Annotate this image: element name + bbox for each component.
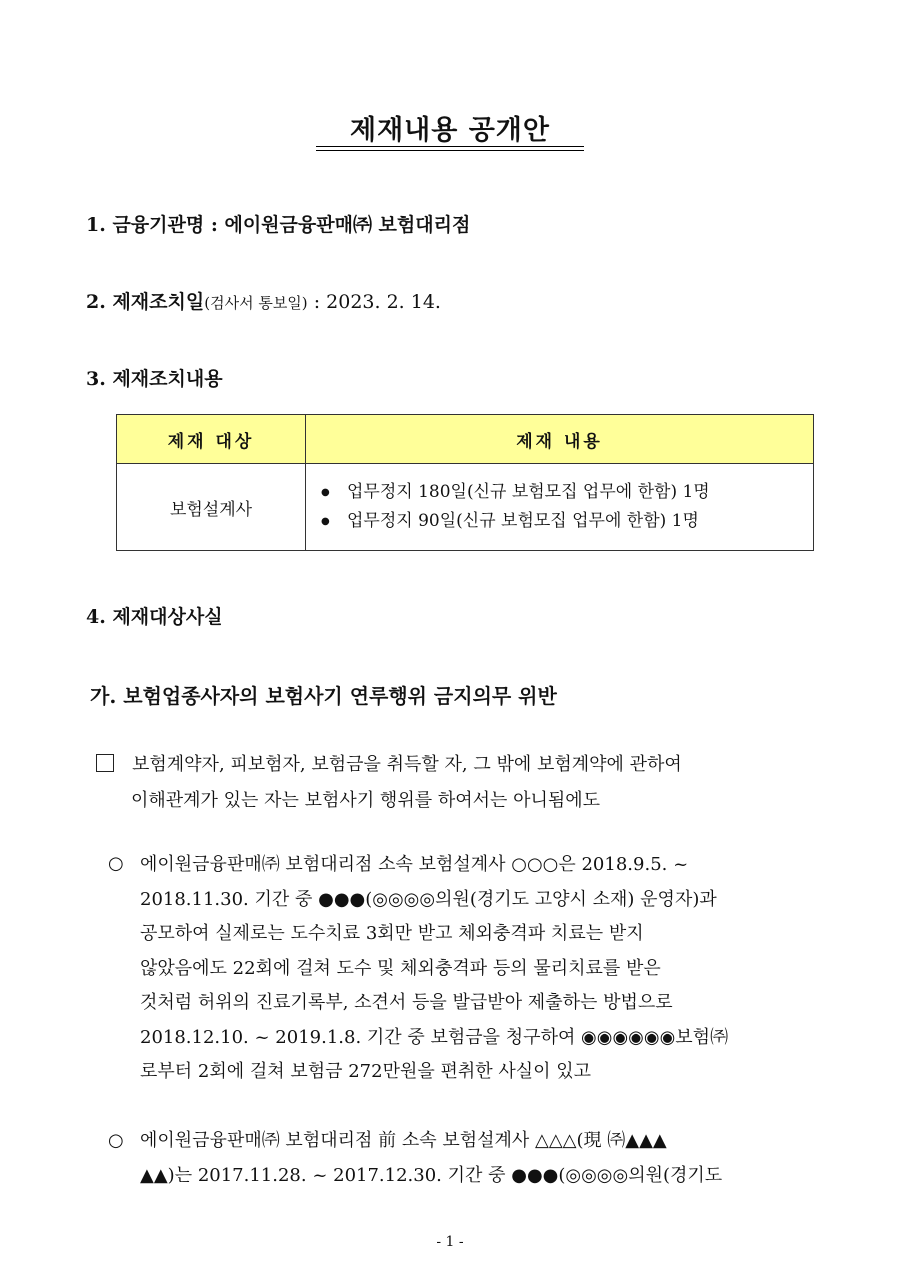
section-1-institution: 1. 금융기관명 : 에이원금융판매㈜ 보험대리점 (86, 214, 471, 236)
box-paragraph-line: 이해관계가 있는 자는 보험사기 행위를 하여서는 아니됨에도 (131, 790, 601, 811)
header-content: 제재 내용 (306, 415, 814, 464)
paragraph-line: 공모하여 실제로는 도수치료 3회만 받고 체외충격파 치료는 받지 (140, 923, 644, 944)
subsection-heading: 가. 보험업종사자의 보험사기 연루행위 금지의무 위반 (90, 684, 557, 708)
paragraph-2 (140, 1124, 816, 1193)
circle-bullet-icon: ○ (108, 1130, 124, 1151)
circle-bullet-icon: ○ (108, 853, 124, 874)
paragraph-line: 것처럼 허위의 진료기록부, 소견서 등을 발급받아 제출하는 방법으로 (140, 992, 673, 1013)
page-number: - 1 - (436, 1234, 464, 1250)
paragraph-line: 에이원금융판매㈜ 보험대리점 소속 보험설계사 ○○○은 2018.9.5. ~ (140, 854, 689, 875)
list-item: ● 업무정지 180일(신규 보험모집 업무에 한함) 1명 (307, 478, 812, 507)
box-paragraph-line (96, 750, 682, 776)
sanction-table (116, 414, 814, 551)
paragraph-line: 2018.11.30. 기간 중 ●●●(◎◎◎◎의원(경기도 고양시 소재) 운영자)과 (140, 888, 717, 910)
table-row (117, 464, 814, 551)
paragraph-line: 2018.12.10. ~ 2019.1.8. 기간 중 보험금을 청구하여 ◉◉◉◉◉◉보험㈜ (140, 1026, 729, 1048)
title-underline-second (316, 150, 584, 151)
checkbox-square-icon (96, 754, 114, 772)
sanction-list (307, 478, 812, 536)
section-4-heading: 4. 제재대상사실 (86, 606, 223, 628)
section-2-date (86, 287, 441, 314)
paragraph-line: 에이원금융판매㈜ 보험대리점 前 소속 보험설계사 △△△(現 ㈜▲▲▲ (140, 1130, 667, 1151)
section-2-value: : 2023. 2. 14. (307, 291, 441, 313)
paragraph-line: ▲▲)는 2017.11.28. ~ 2017.12.30. 기간 중 ●●●(◎◎◎◎의원(경기도 (140, 1164, 723, 1186)
section-2-note: (검사서 통보일) (204, 294, 308, 312)
section-2-label: 2. 제재조치일 (86, 291, 205, 313)
paragraph-line: 로부터 2회에 걸쳐 보험금 272만원을 편취한 사실이 있고 (140, 1061, 592, 1082)
section-3-heading: 3. 제재조치내용 (86, 368, 223, 390)
box-line-text: 보험계약자, 피보험자, 보험금을 취득할 자, 그 밖에 보험계약에 관하여 (132, 754, 682, 775)
cell-target: 보험설계사 (117, 464, 306, 551)
page-title: 제재내용 공개안 (350, 115, 550, 146)
table-header-row (117, 415, 814, 464)
list-item: ● 업무정지 90일(신규 보험모집 업무에 한함) 1명 (307, 507, 812, 536)
cell-content (306, 464, 814, 551)
paragraph-line: 않았음에도 22회에 걸쳐 도수 및 체외충격파 등의 물리치료를 받은 (140, 957, 661, 979)
header-target: 제재 대상 (117, 415, 306, 464)
paragraph-1 (140, 848, 816, 1090)
title-underline (316, 146, 584, 147)
